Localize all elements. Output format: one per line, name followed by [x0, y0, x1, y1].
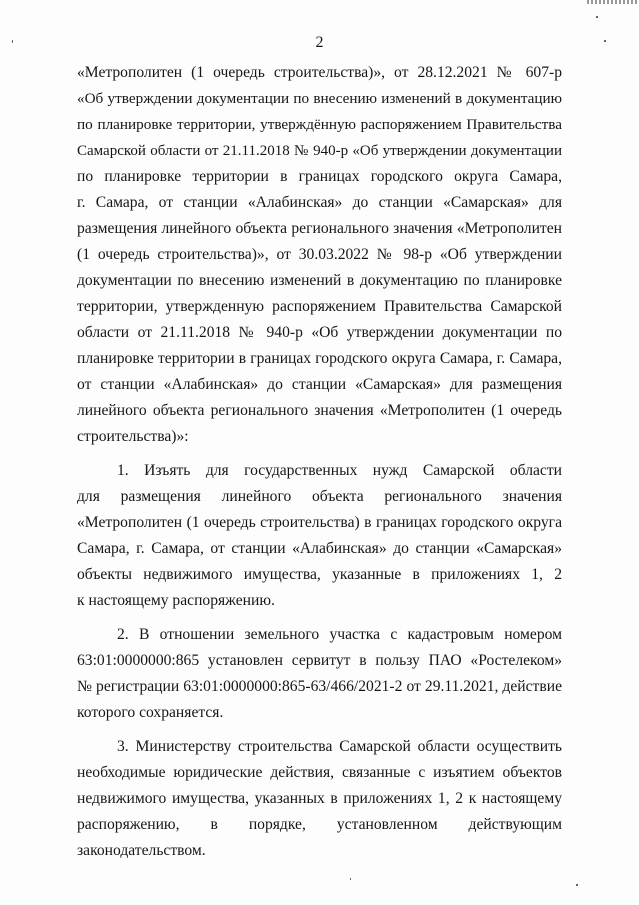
- text-line: которого сохраняется.: [77, 704, 224, 721]
- text-line: законодательством.: [77, 842, 206, 859]
- text-line: Самара, г. Самара, от станции «Алабинская» до станции «Самарская»: [77, 540, 562, 557]
- text-line: 63:01:0000000:865 установлен сервитут в пользу ПАО «Ростелеком»: [77, 652, 562, 669]
- text-line: от станции «Алабинская» до станции «Самарская» для размещения: [77, 376, 562, 393]
- text-line: области от 21.11.2018 № 940-р «Об утверждении документации по: [77, 324, 562, 341]
- document-body: [77, 60, 562, 864]
- text-line: 2. В отношении земельного участка с кадастровым номером: [117, 626, 562, 643]
- text-line: линейного объекта регионального значения «Метрополитен (1 очередь: [77, 402, 562, 419]
- paragraph-intro: [77, 60, 562, 450]
- paragraph-item-2: [77, 622, 562, 726]
- text-line: «Метрополитен (1 очередь строительства) в границах городского округа: [77, 514, 562, 531]
- scan-speck: [576, 884, 578, 886]
- text-line: «Об утверждении документации по внесению изменений в документацию: [77, 90, 562, 107]
- text-line: территории, утвержденную распоряжением Правительства Самарской: [77, 298, 562, 315]
- text-line: к настоящему распоряжению.: [77, 592, 275, 609]
- text-line: для размещения линейного объекта регионального значения: [77, 488, 562, 505]
- text-line: планировке территории в границах городского округа Самара, г. Самара,: [77, 350, 562, 367]
- scan-speck: [596, 16, 598, 18]
- page-number: 2: [315, 34, 324, 51]
- text-line: 3. Министерству строительства Самарской области осуществить: [117, 738, 562, 755]
- text-line: г. Самара, от станции «Алабинская» до станции «Самарская» для: [77, 194, 562, 211]
- text-line: документации по внесению изменений в документацию по планировке: [77, 272, 562, 289]
- text-line: объекты недвижимого имущества, указанные в приложениях 1, 2: [77, 566, 562, 583]
- text-line: необходимые юридические действия, связанные с изъятием объектов: [77, 764, 562, 781]
- text-line: строительства)»:: [77, 428, 189, 445]
- scan-speck: [350, 878, 351, 880]
- text-line: по планировке территории, утверждённую распоряжением Правительства: [77, 116, 562, 133]
- scan-artifact: [587, 0, 639, 4]
- text-line: № регистрации 63:01:0000000:865-63/466/2021-2 от 29.11.2021, действие: [77, 678, 562, 695]
- text-line: размещения линейного объекта регионального значения «Метрополитен: [77, 220, 562, 237]
- text-line: недвижимого имущества, указанных в приложениях 1, 2 к настоящему: [77, 790, 562, 807]
- text-line: Самарской области от 21.11.2018 № 940-р «Об утверждении документации: [77, 143, 562, 159]
- paragraph-item-3: [77, 734, 562, 864]
- text-line: 1. Изъять для государственных нужд Самарской области: [117, 462, 562, 479]
- text-line: распоряжению, в порядке, установленном действующим: [77, 816, 562, 833]
- text-line: «Метрополитен (1 очередь строительства)», от 28.12.2021 № 607-р: [77, 64, 562, 81]
- text-line: по планировке территории в границах городского округа Самара,: [77, 168, 562, 185]
- text-line: (1 очередь строительства)», от 30.03.2022 № 98-р «Об утверждении: [77, 246, 562, 263]
- paragraph-item-1: [77, 458, 562, 614]
